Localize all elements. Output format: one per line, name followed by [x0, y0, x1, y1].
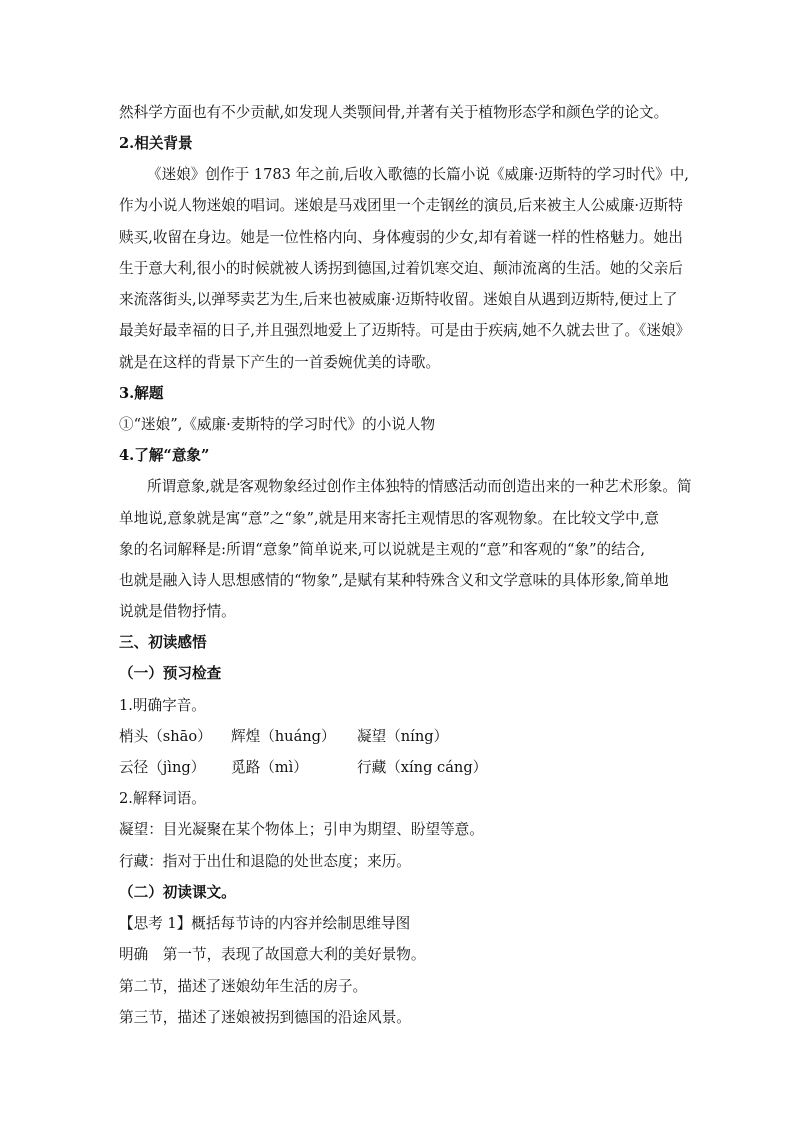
question-vocabulary: 2.解释词语。 [119, 790, 206, 807]
pinyin-item: 行藏（xíng cáng） [357, 759, 488, 776]
body-text-line: 《迷娘》创作于 1783 年之前,后收入歌德的长篇小说《威廉·迈斯特的学习时代》中, [147, 166, 689, 183]
answer-line: 第二节，描述了迷娘幼年生活的房子。 [119, 978, 368, 995]
subsection-heading-reading: （二）初读课文。 [119, 884, 236, 901]
body-text-line: 所谓意象,就是客观物象经过创作主体独特的情感活动而创造出来的一种艺术形象。简 [147, 478, 692, 495]
body-text-line: ①“迷娘”,《威廉·麦斯特的学习时代》的小说人物 [119, 416, 436, 433]
pinyin-item: 凝望（níng） [357, 728, 449, 745]
body-text-line: 来流落街头,以弹琴卖艺为生,后来也被威廉·迈斯特收留。迷娘自从遇到迈斯特,便过上了 [119, 291, 678, 308]
section-heading-background: 2.相关背景 [119, 135, 193, 152]
body-text-line: 也就是融入诗人思想感情的“物象”,是赋有某种特殊含义和文学意味的具体形象,简单地 [119, 572, 669, 589]
body-text-line: 最美好最幸福的日子,并且强烈地爱上了迈斯特。可是由于疾病,她不久就去世了。《迷娘》 [119, 322, 691, 339]
body-text-line: 生于意大利,很小的时候就被人诱拐到德国,过着饥寒交迫、颠沛流离的生活。她的父亲后 [119, 260, 683, 277]
subsection-heading-preview: （一）预习检查 [119, 665, 222, 682]
body-text-line: 然科学方面也有不少贡献,如发现人类颚间骨,并著有关于植物形态学和颜色学的论文。 [119, 104, 669, 121]
question-pronunciation: 1.明确字音。 [119, 697, 206, 714]
body-text-line: 作为小说人物迷娘的唱词。迷娘是马戏团里一个走钢丝的演员,后来被主人公威廉·迈斯特 [119, 197, 683, 214]
definition-line: 行藏：指对于出仕和退隐的处世态度；来历。 [119, 853, 411, 870]
answer-line: 明确 第一节，表现了故国意大利的美好景物。 [119, 946, 426, 963]
pinyin-item: 觅路（mì） [231, 759, 308, 776]
body-text-line: 单地说,意象就是寓“意”之“象”,就是用来寄托主观情思的客观物象。在比较文学中,意 [119, 510, 659, 527]
body-text-line: 象的名词解释是:所谓“意象”简单说来,可以说就是主观的“意”和客观的“象”的结合, [119, 541, 645, 558]
section-heading-first-reading: 三、初读感悟 [119, 634, 207, 651]
definition-line: 凝望：目光凝聚在某个物体上；引申为期望、盼望等意。 [119, 821, 484, 838]
pinyin-item: 云径（jìng） [119, 759, 206, 776]
thinking-prompt: 【思考 1】概括每节诗的内容并绘制思维导图 [119, 915, 411, 932]
body-text-line: 赎买,收留在身边。她是一位性格内向、身体瘦弱的少女,却有着谜一样的性格魅力。她出 [119, 229, 683, 246]
pinyin-item: 梢头（shāo） [119, 728, 212, 745]
pinyin-item: 辉煌（huáng） [231, 728, 336, 745]
body-text-line: 说就是借物抒情。 [119, 603, 236, 620]
section-heading-imagery: 4.了解“意象” [119, 447, 210, 464]
body-text-line: 就是在这样的背景下产生的一首委婉优美的诗歌。 [119, 354, 441, 371]
answer-line: 第三节，描述了迷娘被拐到德国的沿途风景。 [119, 1009, 411, 1026]
section-heading-title-analysis: 3.解题 [119, 385, 164, 402]
